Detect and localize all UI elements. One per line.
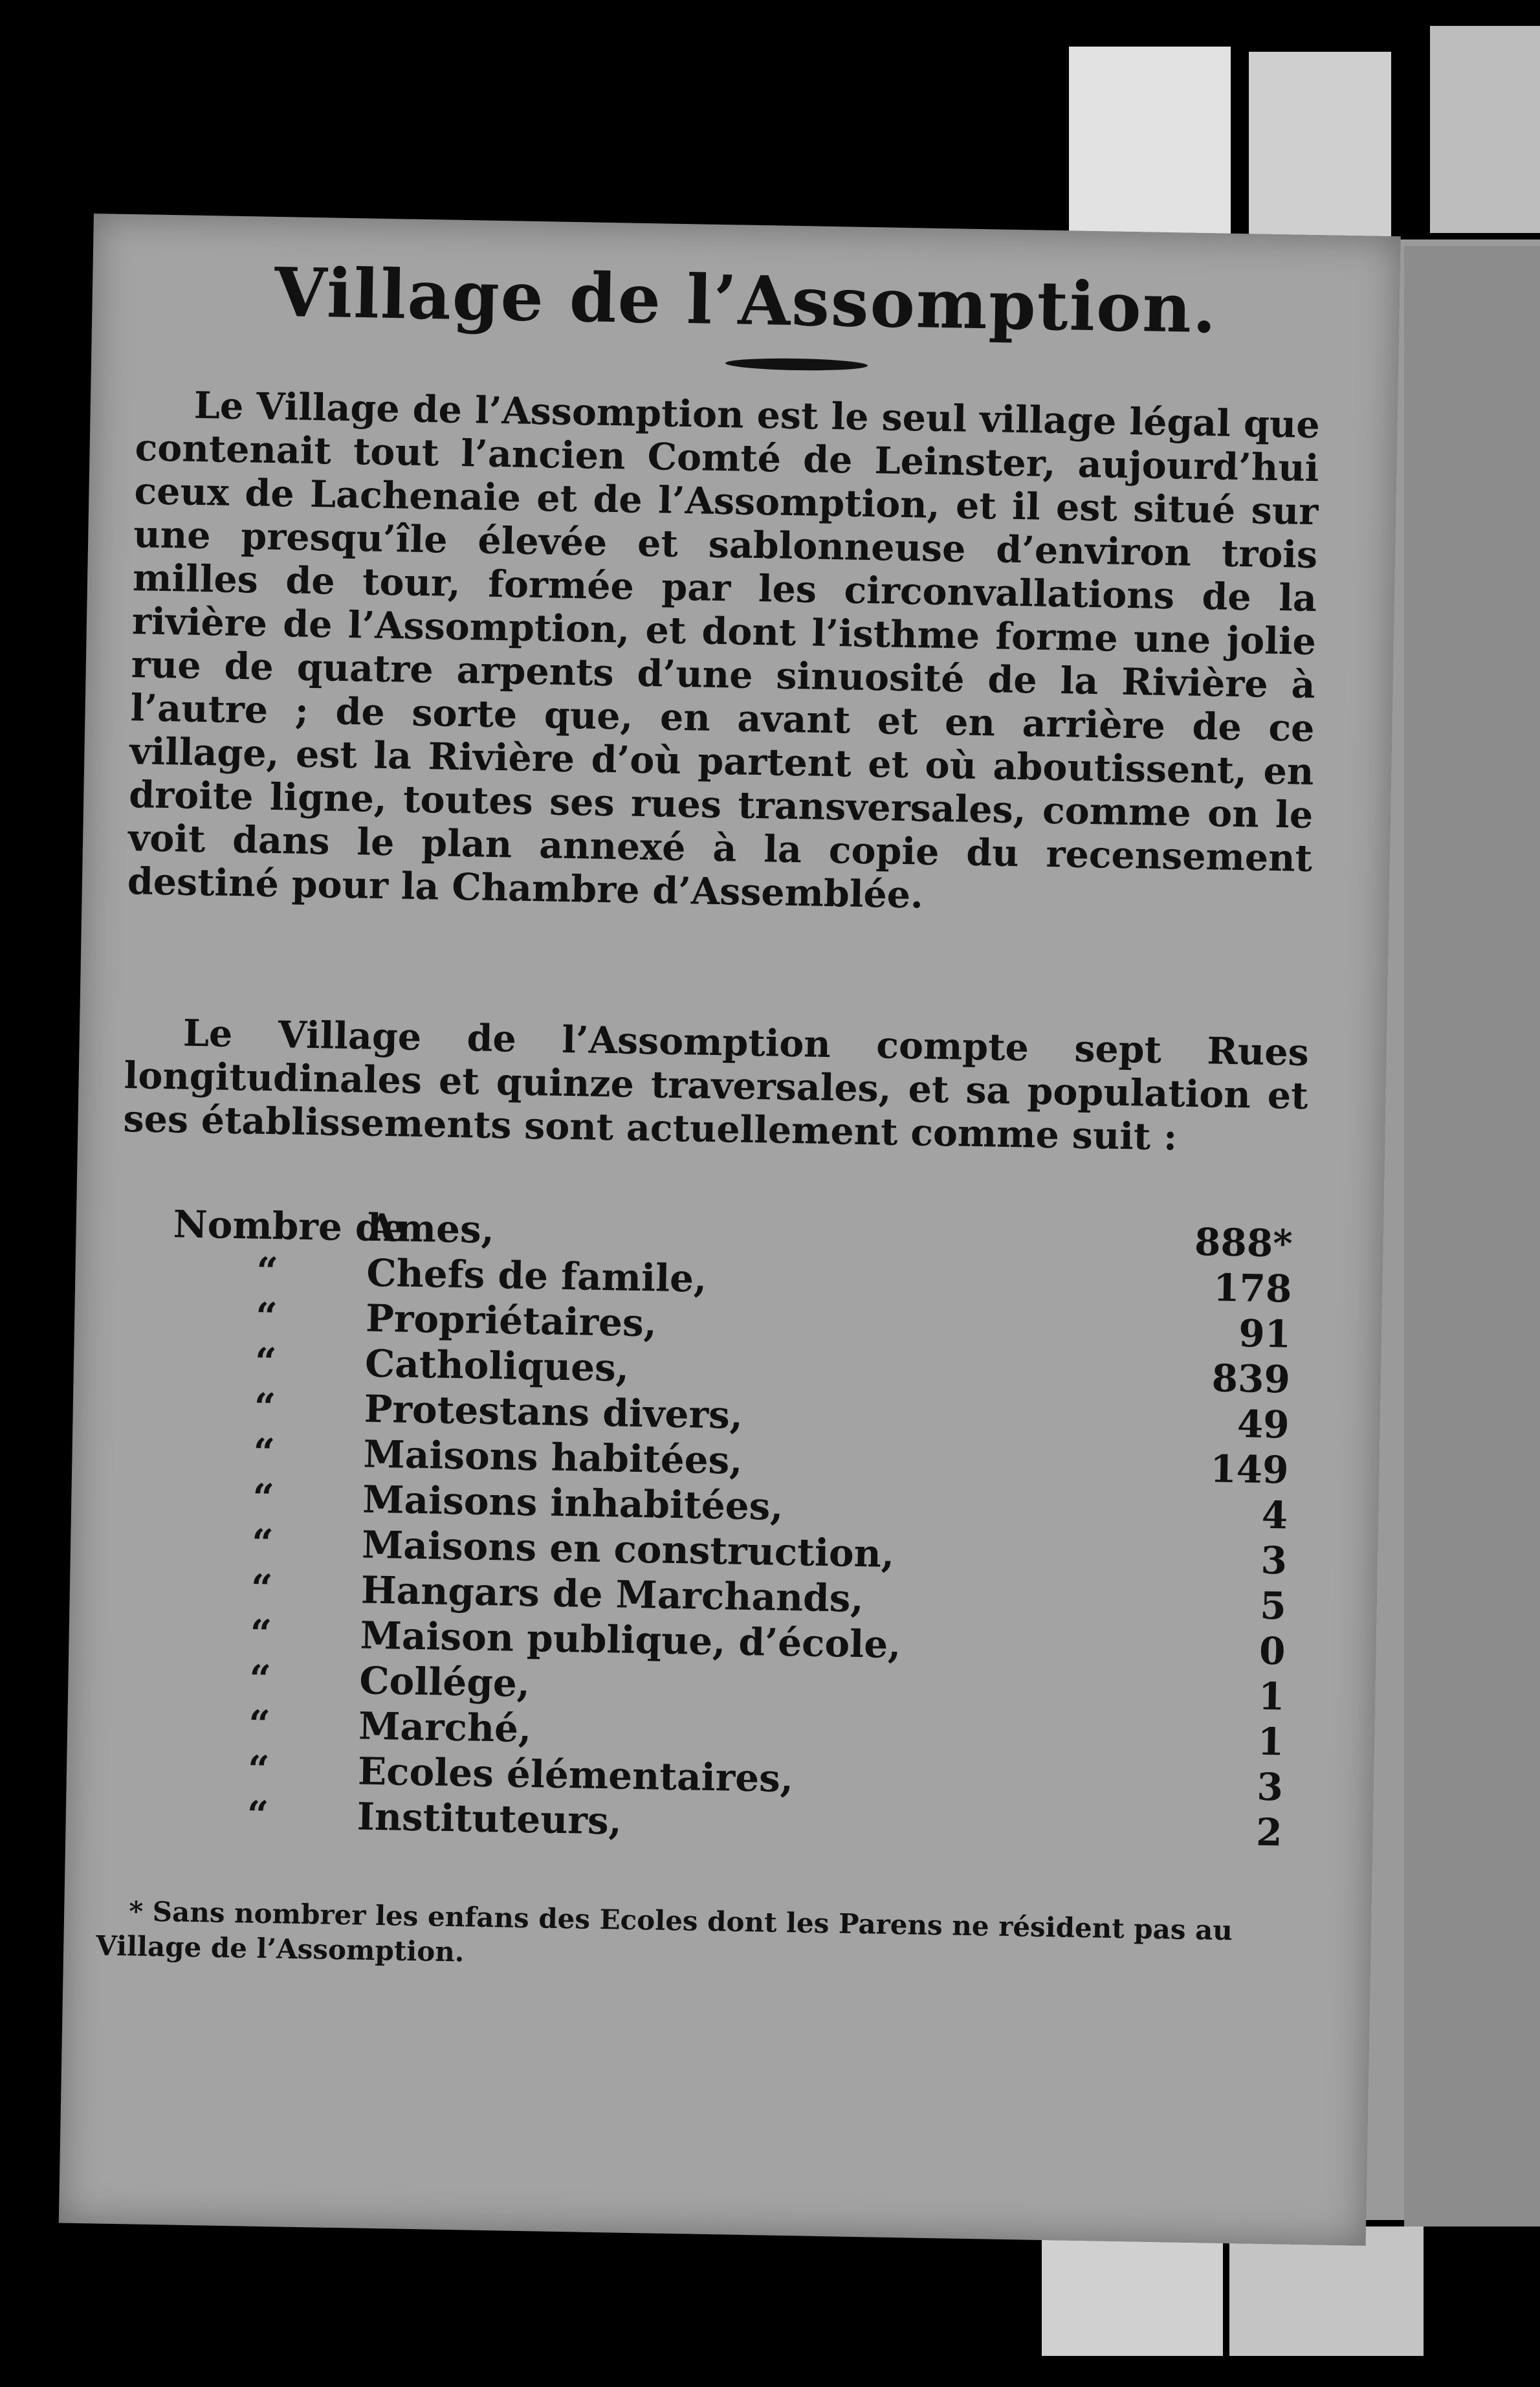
intro-paragraph: Le Village de l’Assomption est le seul village légal que contenait tout l’ancien Comté de Leinster, aujourd’hui ceux de Lachenaie et de l’Assomption, et il est situé sur une presqu’île élevée et sablonneuse d’environ trois milles de tour, formée par les circonvallations de la rivière de l’Assomption, et dont l’isthme forme une jolie rue de quatre arpents d’une sinuosité de la Rivière à l’autre ; de sorte que, en avant et en arrière de ce village, est la Rivière d’où partent et où aboutissent, en droite ligne, toutes ses rues transversales, comme on le voit dans le plan annexé à la copie du recensement destiné pour la Chambre d’Assemblée. xyxy=(127,383,1321,917)
row-label: Maisons inhabitées, xyxy=(362,1477,784,1529)
row-value: 1 xyxy=(1258,1674,1285,1719)
row-label: Propriétaires, xyxy=(365,1296,657,1346)
ditto-mark: “ xyxy=(256,1249,279,1294)
ditto-mark: “ xyxy=(255,1294,278,1339)
row-value: 4 xyxy=(1261,1493,1288,1538)
ditto-mark: “ xyxy=(253,1430,276,1475)
footnote: * Sans nombrer les enfans des Ecoles dont les Parens ne résident pas au Village de l’Assomption. xyxy=(95,1895,1233,1968)
ditto-mark: “ xyxy=(252,1475,275,1520)
population-paragraph: Le Village de l’Assomption compte sept Rues longitudinales et quinze traversales, et sa population et ses établissements sont actuellement comme suit : xyxy=(123,1011,1310,1159)
row-value: 49 xyxy=(1237,1402,1290,1447)
row-label: Hangars de Marchands, xyxy=(360,1568,864,1621)
ditto-mark: “ xyxy=(254,1339,278,1384)
row-label: Maisons en construction, xyxy=(361,1522,895,1576)
row-label: Collége, xyxy=(358,1658,531,1706)
row-value: 5 xyxy=(1259,1583,1287,1628)
row-value: 2 xyxy=(1255,1810,1283,1855)
ditto-mark: “ xyxy=(247,1747,270,1792)
background-paper-strip xyxy=(1430,26,1540,233)
ditto-mark: “ xyxy=(247,1792,269,1837)
row-label: Marché, xyxy=(358,1704,532,1751)
row-value: 149 xyxy=(1209,1447,1289,1493)
row-value: 3 xyxy=(1260,1538,1288,1583)
row-label: Maisons habitées, xyxy=(363,1432,743,1483)
row-prefix: Nombre de xyxy=(173,1202,406,1250)
row-label: Ecoles élémentaires, xyxy=(357,1749,794,1801)
ditto-mark: “ xyxy=(254,1384,276,1430)
ditto-mark: “ xyxy=(250,1611,272,1656)
document-page xyxy=(59,214,1401,2246)
row-value: 839 xyxy=(1211,1356,1291,1402)
row-label: Maison publique, d’école, xyxy=(360,1613,901,1667)
background-paper-strip xyxy=(1069,47,1231,241)
background-paper-strip xyxy=(1249,52,1391,246)
row-value: 888* xyxy=(1194,1219,1293,1266)
ditto-mark: “ xyxy=(251,1520,274,1566)
statistics-table xyxy=(111,1201,1306,1856)
next-page-edge xyxy=(1404,246,1540,2226)
row-label: Protestans divers, xyxy=(364,1386,743,1438)
ditto-mark: “ xyxy=(248,1702,271,1747)
ditto-mark: “ xyxy=(250,1566,273,1611)
page-title: Village de l’Assomption. xyxy=(274,252,1218,349)
row-value: 91 xyxy=(1238,1311,1292,1357)
background-paper-strip xyxy=(1229,2226,1424,2356)
title-ornament-rule xyxy=(725,357,868,372)
row-value: 3 xyxy=(1256,1764,1284,1810)
row-value: 1 xyxy=(1257,1719,1284,1764)
row-label: Catholiques, xyxy=(364,1341,630,1390)
row-label: Chefs de famile, xyxy=(366,1250,707,1301)
row-value: 0 xyxy=(1259,1628,1286,1674)
row-label: Ames, xyxy=(367,1205,495,1252)
ditto-mark: “ xyxy=(248,1656,272,1702)
row-label: Instituteurs, xyxy=(357,1794,622,1843)
row-value: 178 xyxy=(1213,1265,1292,1311)
